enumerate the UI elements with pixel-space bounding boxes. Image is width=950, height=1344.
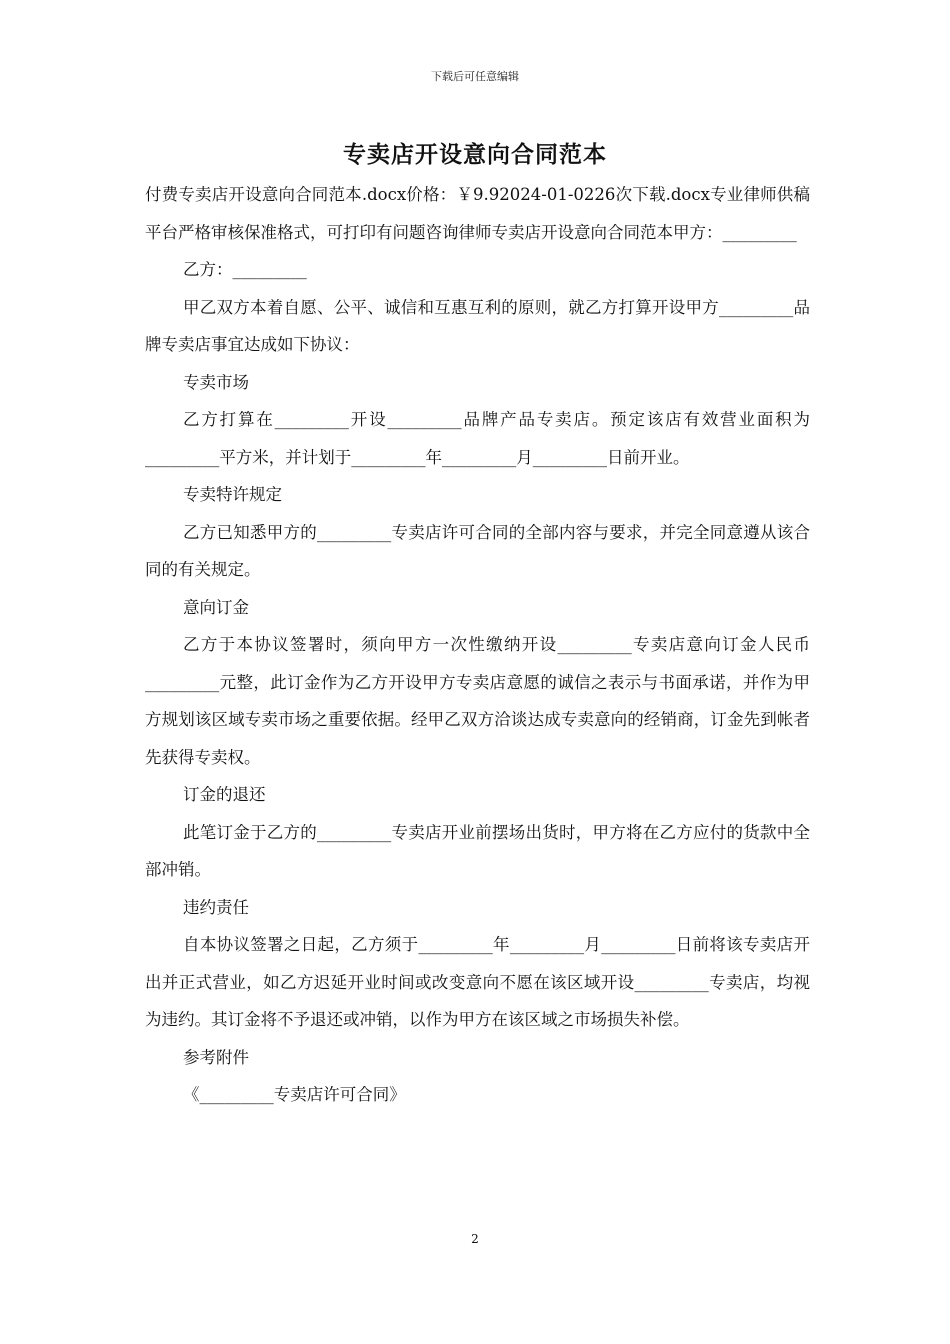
section-heading-attachments: 参考附件 xyxy=(183,1047,249,1067)
paragraph-franchise: 乙方已知悉甲方的_________专卖店许可合同的全部内容与要求，并完全同意遵从该合同的有关规定。 xyxy=(145,522,810,579)
paragraph-breach: 自本协议签署之日起，乙方须于_________年_________月_________日前将该专卖店开出并正式营业，如乙方迟延开业时间或改变意向不愿在该区域开设_________专卖店，均视为违约。其订金将不予退还或冲销，以作为甲方在该区域之市场损失补偿。 xyxy=(145,935,810,1029)
section-heading-deposit: 意向订金 xyxy=(183,597,249,617)
paragraph-preamble: 甲乙双方本着自愿、公平、诚信和互惠互利的原则，就乙方打算开设甲方_________品牌专卖店事宜达成如下协议： xyxy=(145,297,810,354)
paragraph-party-b: 乙方：_________ xyxy=(183,260,307,279)
document-title: 专卖店开设意向合同范本 xyxy=(343,141,607,168)
section-heading-market: 专卖市场 xyxy=(183,372,249,392)
paragraph-market: 乙方打算在_________开设_________品牌产品专卖店。预定该店有效营业面积为_________平方米，并计划于_________年_________月_________日前开业。 xyxy=(145,410,810,467)
section-heading-breach: 违约责任 xyxy=(183,897,249,917)
document-body xyxy=(145,176,810,1114)
page-number: 2 xyxy=(471,1232,479,1246)
section-heading-refund: 订金的退还 xyxy=(183,785,266,804)
paragraph-intro: 付费专卖店开设意向合同范本.docx价格：￥9.92024-01-0226次下载.docx专业律师供稿平台严格审核保准格式，可打印有问题咨询律师专卖店开设意向合同范本甲方：_________ xyxy=(145,185,810,242)
header-note: 下载后可任意编辑 xyxy=(431,70,519,83)
section-heading-franchise: 专卖特许规定 xyxy=(183,485,282,504)
paragraph-deposit: 乙方于本协议签署时，须向甲方一次性缴纳开设_________专卖店意向订金人民币_________元整，此订金作为乙方开设甲方专卖店意愿的诚信之表示与书面承诺，并作为甲方规划该区域专卖市场之重要依据。经甲乙双方洽谈达成专卖意向的经销商，订金先到帐者先获得专卖权。 xyxy=(145,635,810,767)
paragraph-refund: 此笔订金于乙方的_________专卖店开业前摆场出货时，甲方将在乙方应付的货款中全部冲销。 xyxy=(145,822,810,879)
paragraph-attachment-item: 《_________专卖店许可合同》 xyxy=(183,1085,406,1104)
